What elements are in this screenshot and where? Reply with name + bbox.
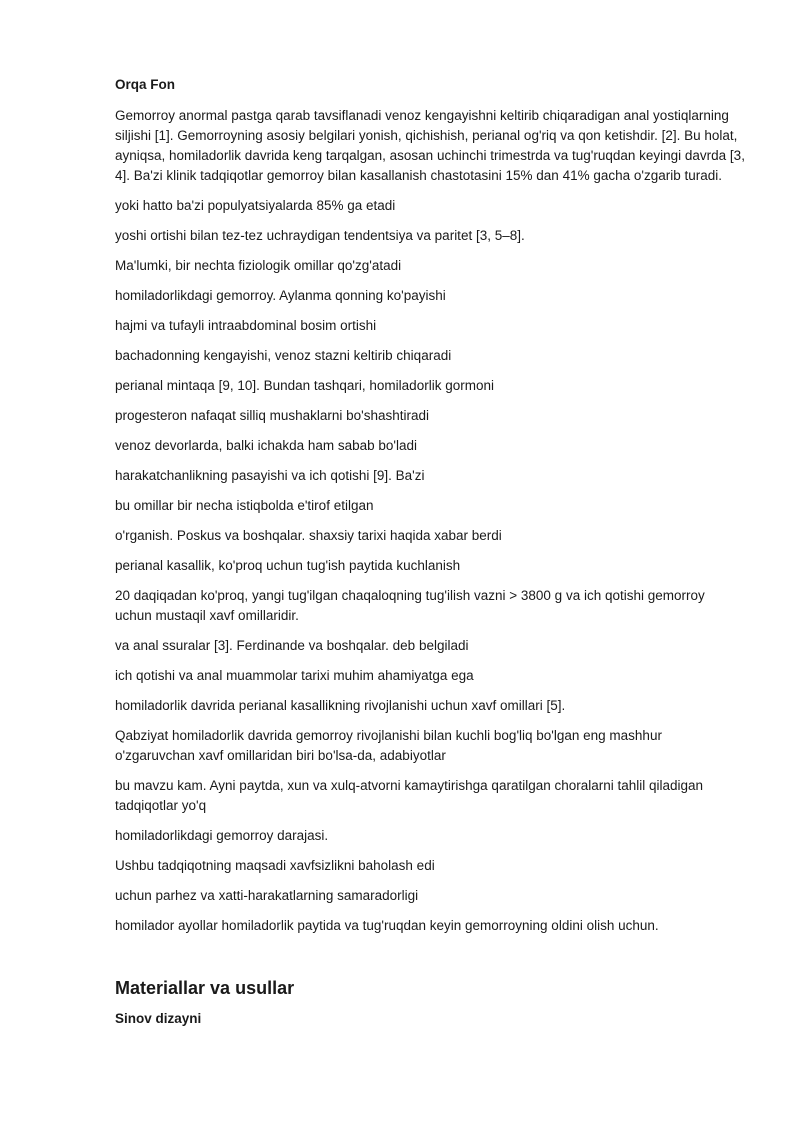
paragraph: perianal mintaqa [9, 10]. Bundan tashqari, homiladorlik gormoni bbox=[115, 378, 494, 393]
paragraph: progesteron nafaqat silliq mushaklarni bo'shashtiradi bbox=[115, 408, 430, 423]
paragraph: Qabziyat homiladorlik davrida gemorroy rivojlanishi bilan kuchli bog'liq bo'lgan eng mashhur o'zgaruvchan xavf omillaridan biri bo'lsa-da, adabiyotlar bbox=[115, 728, 662, 763]
paragraph: homiladorlikdagi gemorroy darajasi. bbox=[115, 828, 329, 843]
paragraph: va anal ssuralar [3]. Ferdinande va boshqalar. deb belgiladi bbox=[115, 638, 469, 653]
paragraph: homilador ayollar homiladorlik paytida va tug'ruqdan keyin gemorroyning oldini olish uchun. bbox=[115, 918, 659, 933]
document-page bbox=[115, 76, 745, 1028]
paragraph: yoshi ortishi bilan tez-tez uchraydigan tendentsiya va paritet [3, 5–8]. bbox=[115, 228, 525, 243]
paragraph: bachadonning kengayishi, venoz stazni keltirib chiqaradi bbox=[115, 348, 452, 363]
paragraph: venoz devorlarda, balki ichakda ham sabab bo'ladi bbox=[115, 438, 418, 453]
subsection-heading: Sinov dizayni bbox=[115, 1011, 202, 1026]
paragraph: Ma'lumki, bir nechta fiziologik omillar qo'zg'atadi bbox=[115, 258, 402, 273]
paragraph: o'rganish. Poskus va boshqalar. shaxsiy tarixi haqida xabar berdi bbox=[115, 528, 502, 543]
paragraph: yoki hatto ba'zi populyatsiyalarda 85% ga etadi bbox=[115, 198, 396, 213]
section-label: Orqa Fon bbox=[115, 77, 175, 92]
section-heading: Materiallar va usullar bbox=[115, 978, 295, 998]
paragraph: Ushbu tadqiqotning maqsadi xavfsizlikni baholash edi bbox=[115, 858, 435, 873]
paragraph: bu omillar bir necha istiqbolda e'tirof etilgan bbox=[115, 498, 374, 513]
paragraph: homiladorlik davrida perianal kasallikning rivojlanishi uchun xavf omillari [5]. bbox=[115, 698, 566, 713]
paragraph: ich qotishi va anal muammolar tarixi muhim ahamiyatga ega bbox=[115, 668, 474, 683]
paragraph: 20 daqiqadan ko'proq, yangi tug'ilgan chaqaloqning tug'ilish vazni > 3800 g va ich qotishi gemorroy uchun mustaqil xavf omillaridir. bbox=[115, 588, 705, 623]
paragraph: homiladorlikdagi gemorroy. Aylanma qonning ko'payishi bbox=[115, 288, 446, 303]
paragraph: Gemorroy anormal pastga qarab tavsiflanadi venoz kengayishni keltirib chiqaradigan anal yostiqlarning siljishi [1]. Gemorroyning asosiy belgilari yonish, qichishish, perianal og'riq va qon ketishdir. [2]. Bu holat, ayniqsa, homiladorlik davrida keng tarqalgan, asosan uchinchi trimestrda va tug'ruqdan keyingi davrda [3, 4]. Ba'zi klinik tadqiqotlar gemorroy bilan kasallanish chastotasini 15% dan 41% gacha o'zgarib turadi. bbox=[115, 108, 745, 183]
paragraph: perianal kasallik, ko'proq uchun tug'ish paytida kuchlanish bbox=[115, 558, 461, 573]
paragraph: harakatchanlikning pasayishi va ich qotishi [9]. Ba'zi bbox=[115, 468, 425, 483]
paragraph: uchun parhez va xatti-harakatlarning samaradorligi bbox=[115, 888, 419, 903]
paragraph: hajmi va tufayli intraabdominal bosim ortishi bbox=[115, 318, 377, 333]
paragraph: bu mavzu kam. Ayni paytda, xun va xulq-atvorni kamaytirishga qaratilgan choralarni tahlil qiladigan tadqiqotlar yo'q bbox=[115, 778, 704, 813]
